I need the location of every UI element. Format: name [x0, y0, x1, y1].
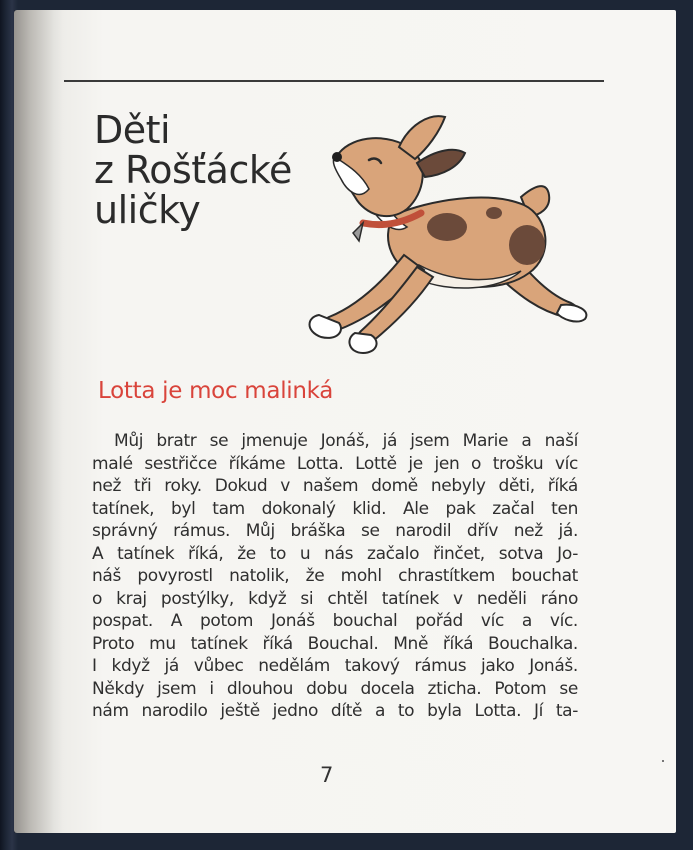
book-page [14, 10, 676, 833]
text-line: nám narodilo ještě jedno dítě a to byla Lotta. Jí ta- [92, 701, 578, 721]
text-line: Někdy jsem i dlouhou dobu docela zticha. Potom se [92, 678, 578, 699]
text-line: tatínek, byl tam dokonalý klid. Ale pak začal ten [92, 498, 578, 519]
text-line: náš povyrostl natolik, že mohl chrastítkem bouchat [92, 566, 578, 586]
text-line: než tři roky. Dokud v našem domě nebyly děti, říká [92, 476, 578, 496]
story-text [92, 430, 578, 723]
scan-mark [662, 760, 664, 762]
text-line: I když já vůbec nedělám takový rámus jako Jonáš. [92, 656, 578, 676]
spine-shadow [14, 10, 64, 833]
page-number: 7 [320, 763, 334, 787]
running-dog-illustration [299, 105, 599, 360]
chapter-title-line: uličky [94, 188, 201, 232]
text-line: Proto mu tatínek říká Bouchal. Mně říká Bouchalka. [92, 633, 578, 654]
chapter-title-line: Děti [94, 108, 171, 152]
section-subtitle: Lotta je moc malinká [98, 378, 334, 404]
text-line: správný rámus. Můj bráška se narodil dřív než já. [92, 521, 578, 541]
text-line: malé sestřičce říkáme Lotta. Lottě je jen o trošku víc [92, 453, 578, 474]
chapter-title-line: z Rošťácké [94, 148, 292, 192]
text-line: Můj bratr se jmenuje Jonáš, já jsem Marie a naší [114, 431, 578, 451]
chapter-title [94, 110, 292, 230]
top-rule [64, 80, 604, 82]
text-line: A tatínek říká, že to u nás začalo řinčet, sotva Jo- [92, 543, 578, 564]
text-line: pospat. A potom Jonáš bouchal pořád víc a víc. [92, 611, 578, 631]
text-line: o kraj postýlky, když si chtěl tatínek v neděli ráno [92, 588, 578, 609]
